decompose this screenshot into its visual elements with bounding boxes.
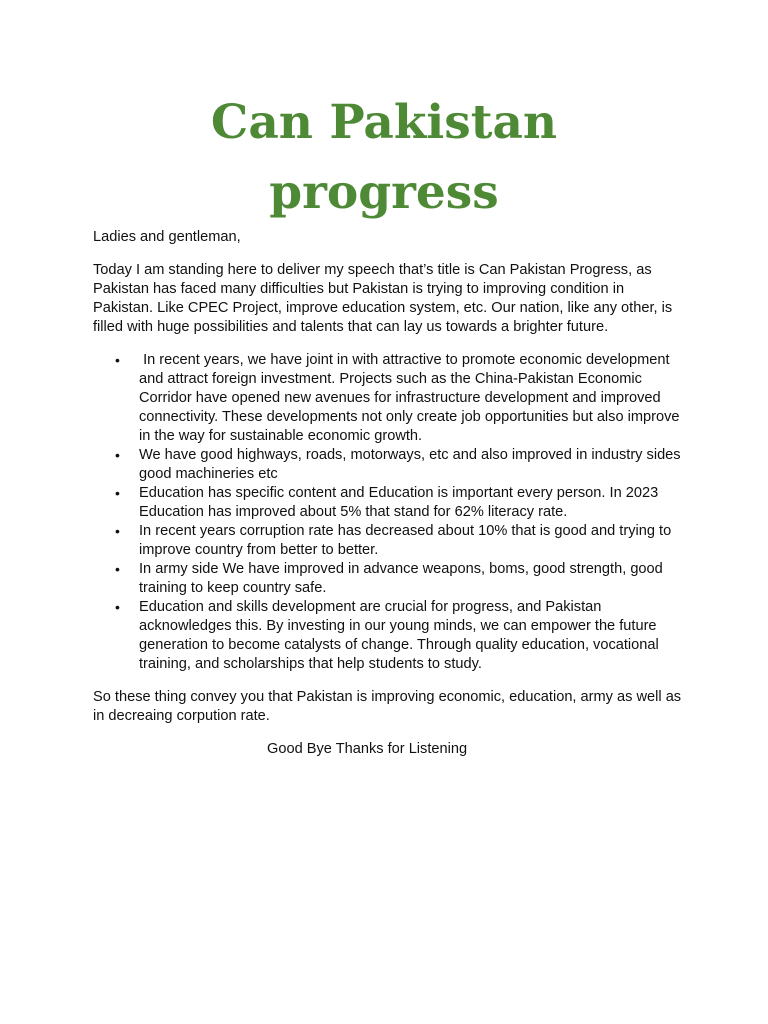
list-item [93,484,683,522]
closing-paragraph: So these thing convey you that Pakistan is improving economic, education, army as well as in decreaing corpution rate. [93,689,682,724]
bullet-icon: • [115,561,120,577]
list-item-text: Education and skills development are crucial for progress, and Pakistan acknowledges this. By investing in our young minds, we can empower the future generation to become catalysts of change. Through quality education, vocational training, and scholarships that help students to study. [139,599,659,672]
bullet-icon: • [115,352,120,368]
points-list [93,351,683,674]
list-item-text: Education has specific content and Education is important every person. In 2023 Education has improved about 5% that stand for 62% literacy rate. [139,485,659,520]
document-title [0,88,768,228]
list-item [93,351,683,446]
greeting-paragraph: Ladies and gentleman, [93,229,241,245]
intro-paragraph: Today I am standing here to deliver my speech that’s title is Can Pakistan Progress, as Pakistan has faced many difficulties but Pakistan is trying to improving condition in Pakistan. Like CPEC Project, improve education system, etc. Our nation, like any other, is filled with huge possibilities and talents that can lay us towards a brighter future. [93,262,673,335]
list-item [93,446,683,484]
bullet-icon: • [115,447,120,463]
title-line-1: Can Pakistan [210,95,558,150]
title-line-2: progress [269,165,499,220]
speech-body [93,228,683,759]
list-item [93,522,683,560]
list-item [93,560,683,598]
bullet-icon: • [115,523,120,539]
list-item-text: In recent years, we have joint in with attractive to promote economic development and attract foreign investment. Projects such as the China-Pakistan Economic Corridor have opened new avenues for infrastructure development and improved connectivity. These developments not only create job opportunities but also improve in the way for sustainable economic growth. [139,352,684,444]
goodbye-line: Good Bye Thanks for Listening [267,741,468,757]
list-item [93,598,683,674]
bullet-icon: • [115,599,120,615]
list-item-text: We have good highways, roads, motorways, etc and also improved in industry sides good machineries etc [139,447,681,482]
bullet-icon: • [115,485,120,501]
list-item-text: In recent years corruption rate has decreased about 10% that is good and trying to improve country from better to better. [139,523,672,558]
list-item-text: In army side We have improved in advance weapons, boms, good strength, good training to keep country safe. [139,561,663,596]
